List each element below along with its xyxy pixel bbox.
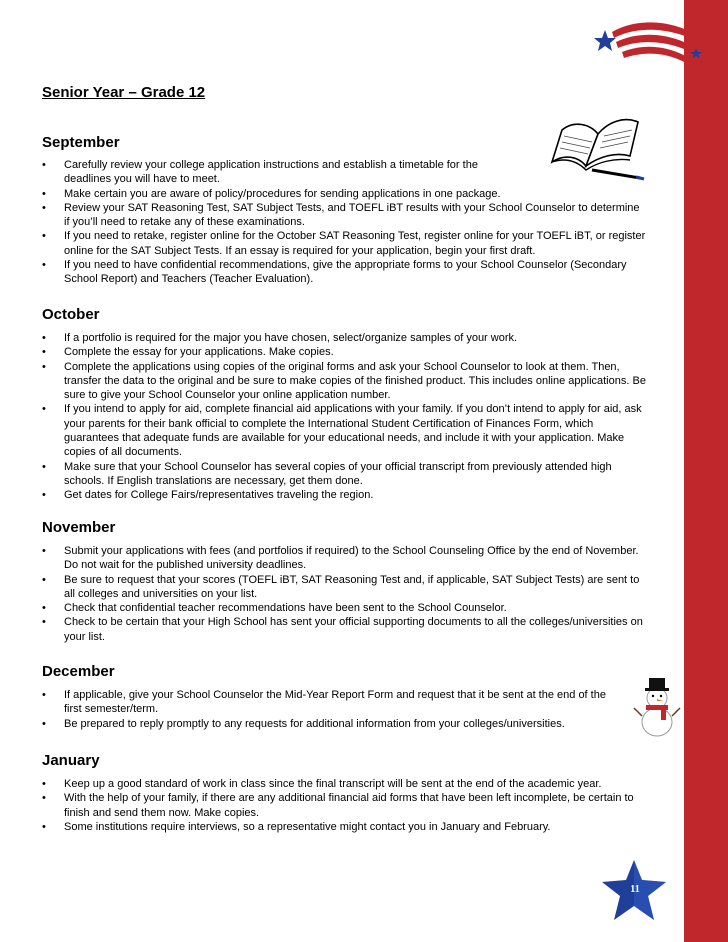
list-item: • Keep up a good standard of work in class since the final transcript will be sent at the end of the academic year. bbox=[42, 777, 648, 791]
section-title-september: September bbox=[42, 134, 120, 151]
section-title-november: November bbox=[42, 519, 116, 536]
right-accent-bar bbox=[684, 0, 728, 942]
section-title-december: December bbox=[42, 663, 115, 680]
snowman-icon bbox=[632, 674, 682, 740]
list-item: • With the help of your family, if there are any additional financial aid forms that have been left incomplete, be certain to finish and send them now. Make copies. bbox=[42, 791, 648, 820]
section-title-january: January bbox=[42, 752, 100, 769]
january-list bbox=[42, 777, 648, 834]
list-item: • Submit your applications with fees (and portfolios if required) to the School Counseling Office by the end of November. Do not wait for the published university deadlines. bbox=[42, 544, 648, 573]
page-title: Senior Year – Grade 12 bbox=[42, 84, 206, 101]
list-item: • Carefully review your college application instructions and establish a timetable for the deadlines you will have to meet. bbox=[42, 158, 648, 187]
list-item: • Complete the essay for your applications. Make copies. bbox=[42, 345, 648, 359]
list-item: • Complete the applications using copies of the original forms and ask your School Counselor to look at them. Then, transfer the data to the original and be sure to make copies of the finished product. This includes online applications. Be sure to give your School Counselor your online application number. bbox=[42, 360, 648, 403]
list-item: • Make certain you are aware of policy/procedures for sending applications in one package. bbox=[42, 187, 648, 201]
list-item: • Check to be certain that your High School has sent your official supporting documents to all the colleges/universities on your list. bbox=[42, 615, 648, 644]
list-item: • Be prepared to reply promptly to any requests for additional information from your colleges/universities. bbox=[42, 717, 648, 731]
list-item: • Be sure to request that your scores (TOEFL iBT, SAT Reasoning Test and, if applicable, SAT Subject Tests) are sent to all colleges and universities on your list. bbox=[42, 573, 648, 602]
list-item: • If you need to retake, register online for the October SAT Reasoning Test, register online for your TOEFL iBT, or register online for the SAT Subject Tests. If an essay is required for your application, begin your first draft. bbox=[42, 229, 648, 258]
list-item: • Check that confidential teacher recommendations have been sent to the School Counselor. bbox=[42, 601, 648, 615]
list-item: • If you intend to apply for aid, complete financial aid applications with your family. If you don’t intend to apply for aid, ask your parents for their bank official to complete the International Student Certification of Finances Form, which guarantees that adequate funds are available for your educational needs, and include it with your application. Make copies of all documents. bbox=[42, 402, 648, 459]
list-item: • Some institutions require interviews, so a representative might contact you in January and February. bbox=[42, 820, 648, 834]
section-title-october: October bbox=[42, 306, 100, 323]
open-book-pen-icon bbox=[540, 100, 648, 182]
list-item: • Get dates for College Fairs/representatives traveling the region. bbox=[42, 488, 648, 502]
list-item: • If you need to have confidential recommendations, give the appropriate forms to your School Counselor (Secondary School Report) and Teachers (Teacher Evaluation). bbox=[42, 258, 648, 287]
list-item: • Review your SAT Reasoning Test, SAT Subject Tests, and TOEFL iBT results with your School Counselor to determine if you’ll need to retake any of these examinations. bbox=[42, 201, 648, 230]
october-list bbox=[42, 331, 648, 503]
december-list bbox=[42, 688, 648, 731]
flag-star-logo-icon bbox=[592, 10, 708, 76]
november-list bbox=[42, 544, 648, 644]
list-item: • If a portfolio is required for the major you have chosen, select/organize samples of your work. bbox=[42, 331, 648, 345]
list-item: • Make sure that your School Counselor has several copies of your official transcript from previously attended high schools. If English translations are necessary, get them done. bbox=[42, 460, 648, 489]
list-item: • If applicable, give your School Counselor the Mid-Year Report Form and request that it be sent at the end of the first semester/term. bbox=[42, 688, 648, 717]
page-number: 11 bbox=[630, 884, 640, 895]
